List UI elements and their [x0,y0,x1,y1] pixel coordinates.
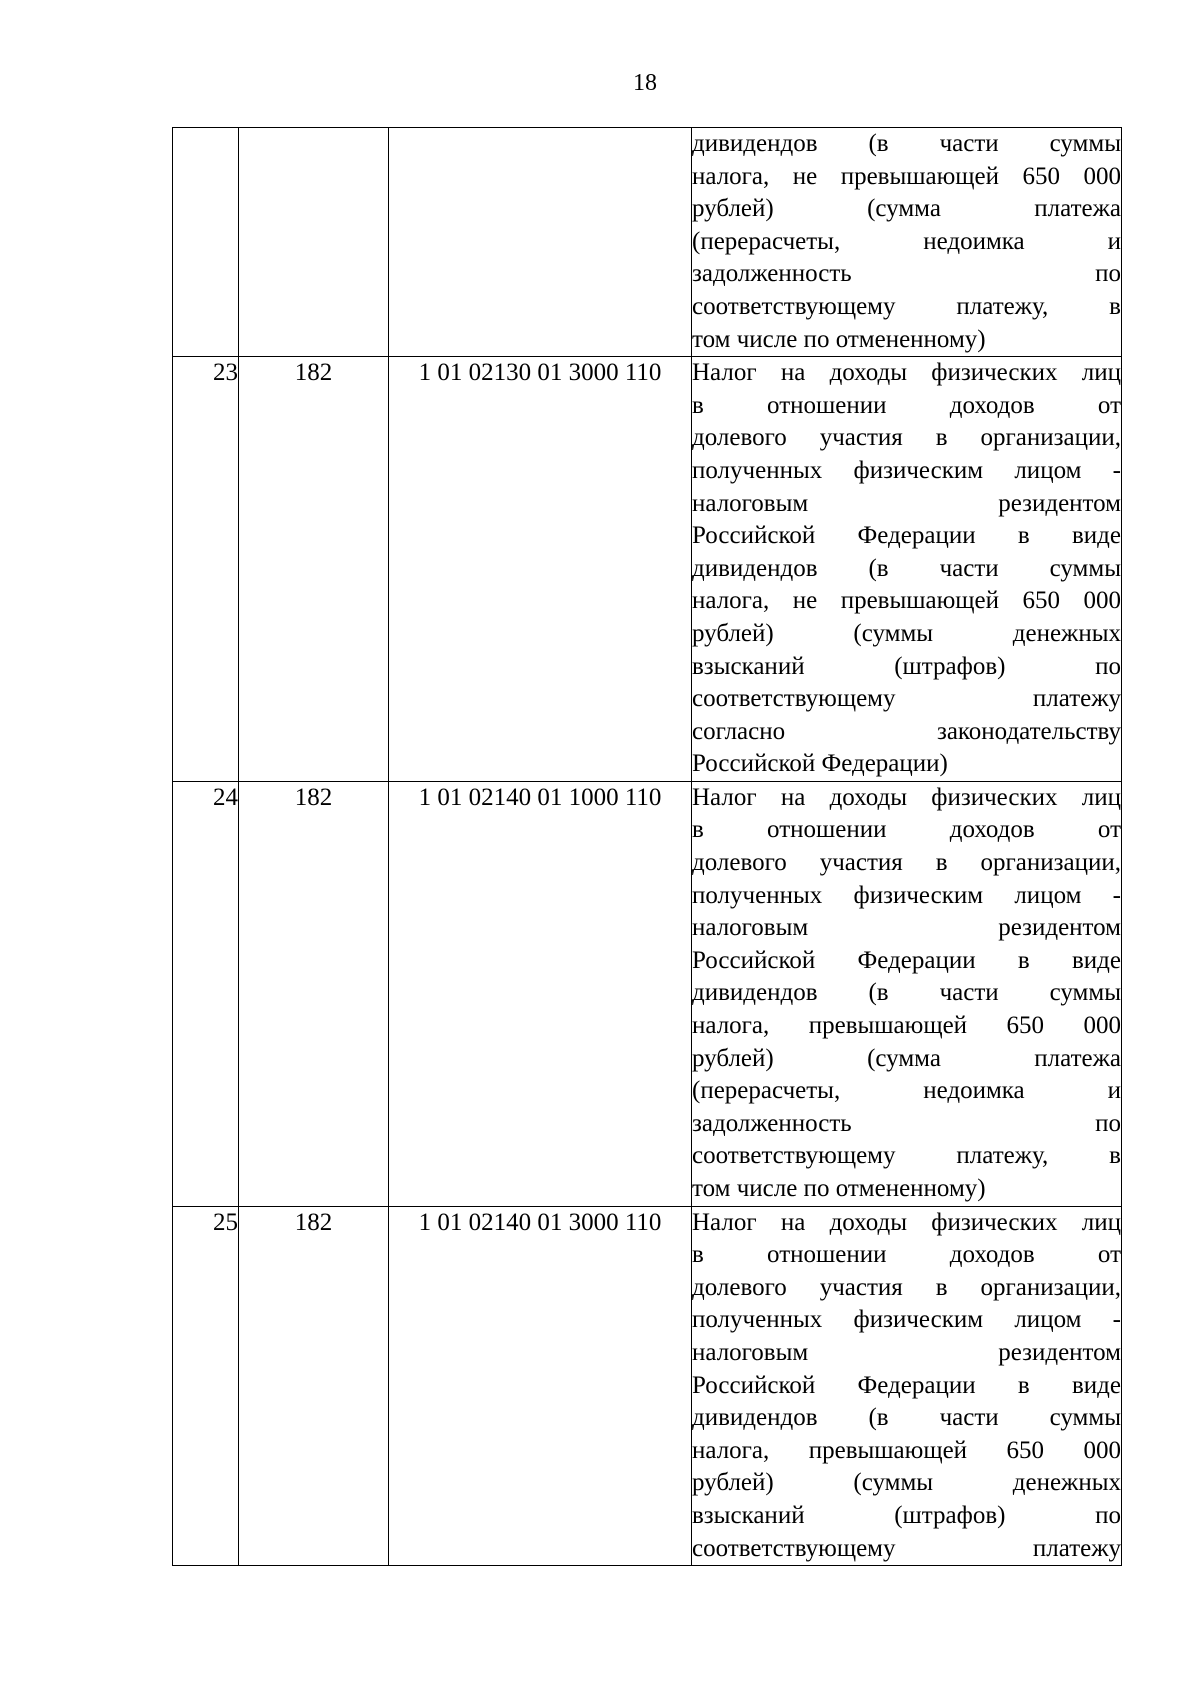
description-line: налога, превышающей 650 000 [692,1012,1121,1040]
description-line: долевого участия в организации, [692,424,1121,452]
kbk-code: 1 01 02130 01 3000 110 [418,359,662,387]
description-line: Российской Федерации в виде [692,1371,1121,1399]
description-line: соответствующему платежу [692,1534,1121,1562]
description-line: в отношении доходов от [692,816,1121,844]
row-number-cell [173,1206,239,1566]
description-line: налоговым резидентом [692,489,1121,517]
description-line: долевого участия в организации, [692,849,1121,877]
description-line: в отношении доходов от [692,391,1121,419]
description-line: налога, превышающей 650 000 [692,1436,1121,1464]
table-row [173,128,1122,357]
table-body [173,128,1122,1566]
row-number: 25 [213,1208,238,1236]
row-number-cell [173,128,239,357]
row-number-cell [173,357,239,782]
kbk-code-cell [389,128,692,357]
description-line: в отношении доходов от [692,1241,1121,1269]
kbk-code-cell [389,1206,692,1566]
administrator-code-cell [239,1206,389,1566]
description-line: налога, не превышающей 650 000 [692,162,1121,190]
description-line: задолженность по [692,260,1121,288]
table-row [173,1206,1122,1566]
description-line: соответствующему платежу, в [692,1142,1121,1170]
administrator-code: 182 [294,1208,333,1236]
description-line: рублей) (суммы денежных [692,619,1121,647]
description-line: налога, не превышающей 650 000 [692,587,1121,615]
description-line: взысканий (штрафов) по [692,1501,1121,1529]
description-line: том числе по отмененному) [692,1175,986,1202]
description-line: том числе по отмененному) [692,325,986,353]
description-line: рублей) (сумма платежа [692,195,1121,223]
kbk-code: 1 01 02140 01 3000 110 [418,1208,662,1236]
description-cell [692,781,1122,1206]
description-line: Российской Федерации) [692,750,948,778]
description-line: рублей) (сумма платежа [692,1044,1121,1072]
description-line: (перерасчеты, недоимка и [692,1077,1121,1105]
kbk-code-cell [389,357,692,782]
description-cell [692,1206,1122,1566]
description-line: дивидендов (в части суммы [692,130,1121,157]
description-line: дивидендов (в части суммы [692,1404,1121,1432]
description-line: дивидендов (в части суммы [692,554,1121,582]
row-number: 24 [213,783,238,811]
description-line: налоговым резидентом [692,1338,1121,1366]
description-line: Российской Федерации в виде [692,522,1121,550]
description-line: полученных физическим лицом - [692,881,1121,909]
description-line: Российской Федерации в виде [692,946,1121,974]
administrator-code: 182 [294,359,333,387]
description-line: (перерасчеты, недоимка и [692,227,1121,255]
description-cell [692,128,1122,357]
row-number: 23 [213,359,238,387]
description-line: согласно законодательству [692,717,1121,745]
administrator-code-cell [239,128,389,357]
administrator-code-cell [239,357,389,782]
kbk-code: 1 01 02140 01 1000 110 [418,783,662,811]
kbk-code-cell [389,781,692,1206]
description-line: налоговым резидентом [692,914,1121,942]
description-line: долевого участия в организации, [692,1273,1121,1301]
description-line: задолженность по [692,1109,1121,1137]
description-line: взысканий (штрафов) по [692,652,1121,680]
table-row [173,357,1122,782]
table-row [173,781,1122,1206]
description-line: рублей) (суммы денежных [692,1469,1121,1497]
description-line: дивидендов (в части суммы [692,979,1121,1007]
description-line: соответствующему платежу, в [692,292,1121,320]
administrator-code-cell [239,781,389,1206]
description-cell [692,357,1122,782]
description-line: Налог на доходы физических лиц [692,1208,1121,1236]
description-line: Налог на доходы физических лиц [692,359,1121,387]
revenue-codes-table [172,127,1122,1566]
row-number-cell [173,781,239,1206]
description-line: полученных физическим лицом - [692,1306,1121,1334]
description-line: соответствующему платежу [692,685,1121,713]
description-line: полученных физическим лицом - [692,456,1121,484]
description-line: Налог на доходы физических лиц [692,783,1121,811]
administrator-code: 182 [294,783,333,811]
page-number: 18 [633,70,657,96]
